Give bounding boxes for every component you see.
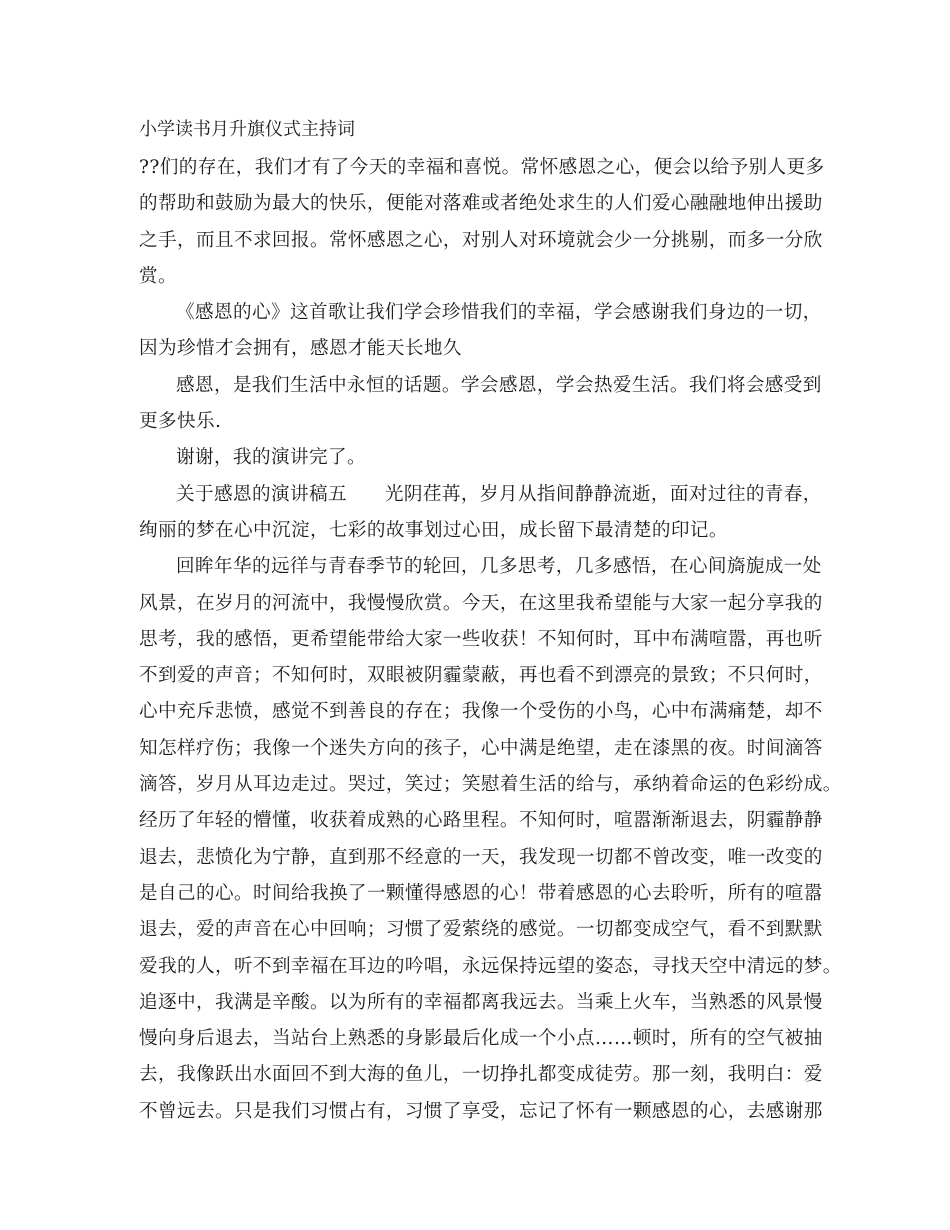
- text-line: 感恩，是我们生活中永恒的话题。学会感恩，学会热爱生活。我们将会感受到: [176, 374, 822, 396]
- text-line: 爱我的人，听不到幸福在耳边的吟唱，永远保持远望的姿态，寻找天空中清远的梦。: [139, 955, 842, 977]
- text-line: 知怎样疗伤；我像一个迷失方向的孩子，心中满是绝望，走在漆黑的夜。时间滴答: [139, 737, 823, 759]
- document-title: 小学读书月升旗仪式主持词: [139, 119, 355, 140]
- text-line: 谢谢，我的演讲完了。: [176, 447, 366, 469]
- text-line: 不到爱的声音；不知何时，双眼被阴霾蒙蔽，再也看不到漂亮的景致；不只何时，: [139, 665, 823, 687]
- text-line: 思考，我的感悟，更希望能带给大家一些收获！不知何时，耳中布满喧嚣，再也听: [139, 628, 823, 650]
- text-line: 绚丽的梦在心中沉淀，七彩的故事划过心田，成长留下最清楚的印记。: [139, 519, 728, 541]
- text-line: 关于感恩的演讲稿五 光阴荏苒，岁月从指间静静流逝，面对过往的青春，: [176, 483, 822, 505]
- text-line: 慢向身后退去，当站台上熟悉的身影最后化成一个小点……顿时，所有的空气被抽: [139, 1028, 823, 1050]
- text-line: 退去，悲愤化为宁静，直到那不经意的一天，我发现一切都不曾改变，唯一改变的: [139, 846, 823, 868]
- text-line: 退去，爱的声音在心中回响；习惯了爱萦绕的感觉。一切都变成空气，看不到默默: [139, 919, 823, 941]
- text-line: 赏。: [139, 265, 177, 287]
- text-line: 心中充斥悲愤，感觉不到善良的存在；我像一个受伤的小鸟，心中布满痛楚，却不: [139, 701, 823, 723]
- text-line: 是自己的心。时间给我换了一颗懂得感恩的心！带着感恩的心去聆听，所有的喧嚣: [139, 882, 823, 904]
- text-line: 回眸年华的远徉与青春季节的轮回，几多思考，几多感悟，在心间旖旎成一处: [176, 556, 822, 578]
- text-line: 风景，在岁月的河流中，我慢慢欣赏。今天，在这里我希望能与大家一起分享我的: [139, 592, 823, 614]
- document-body: [139, 150, 842, 1130]
- text-line: 的帮助和鼓励为最大的快乐，便能对落难或者绝处求生的人们爱心融融地伸出援助: [139, 193, 823, 215]
- text-line: 《感恩的心》这首歌让我们学会珍惜我们的幸福，学会感谢我们身边的一切，: [176, 302, 822, 324]
- text-line: 不曾远去。只是我们习惯占有，习惯了享受，忘记了怀有一颗感恩的心，去感谢那: [139, 1100, 823, 1122]
- text-line: 滴答，岁月从耳边走过。哭过，笑过；笑慰着生活的给与，承纳着命运的色彩纷成。: [139, 774, 842, 796]
- text-line: 更多快乐.: [139, 411, 222, 433]
- text-line: 之手，而且不求回报。常怀感恩之心，对别人对环境就会少一分挑剔，而多一分欣: [139, 229, 823, 251]
- text-line: 经历了年轻的懵懂，收获着成熟的心路里程。不知何时，喧嚣渐渐退去，阴霾静静: [139, 810, 823, 832]
- text-line: 去，我像跃出水面回不到大海的鱼儿，一切挣扎都变成徒劳。那一刻，我明白：爱: [139, 1064, 823, 1086]
- text-line: 追逐中，我满是辛酸。以为所有的幸福都离我远去。当乘上火车，当熟悉的风景慢: [139, 991, 823, 1013]
- text-line: 因为珍惜才会拥有，感恩才能天长地久: [139, 338, 462, 360]
- text-line: ??们的存在，我们才有了今天的幸福和喜悦。常怀感恩之心，便会以给予别人更多: [139, 157, 825, 178]
